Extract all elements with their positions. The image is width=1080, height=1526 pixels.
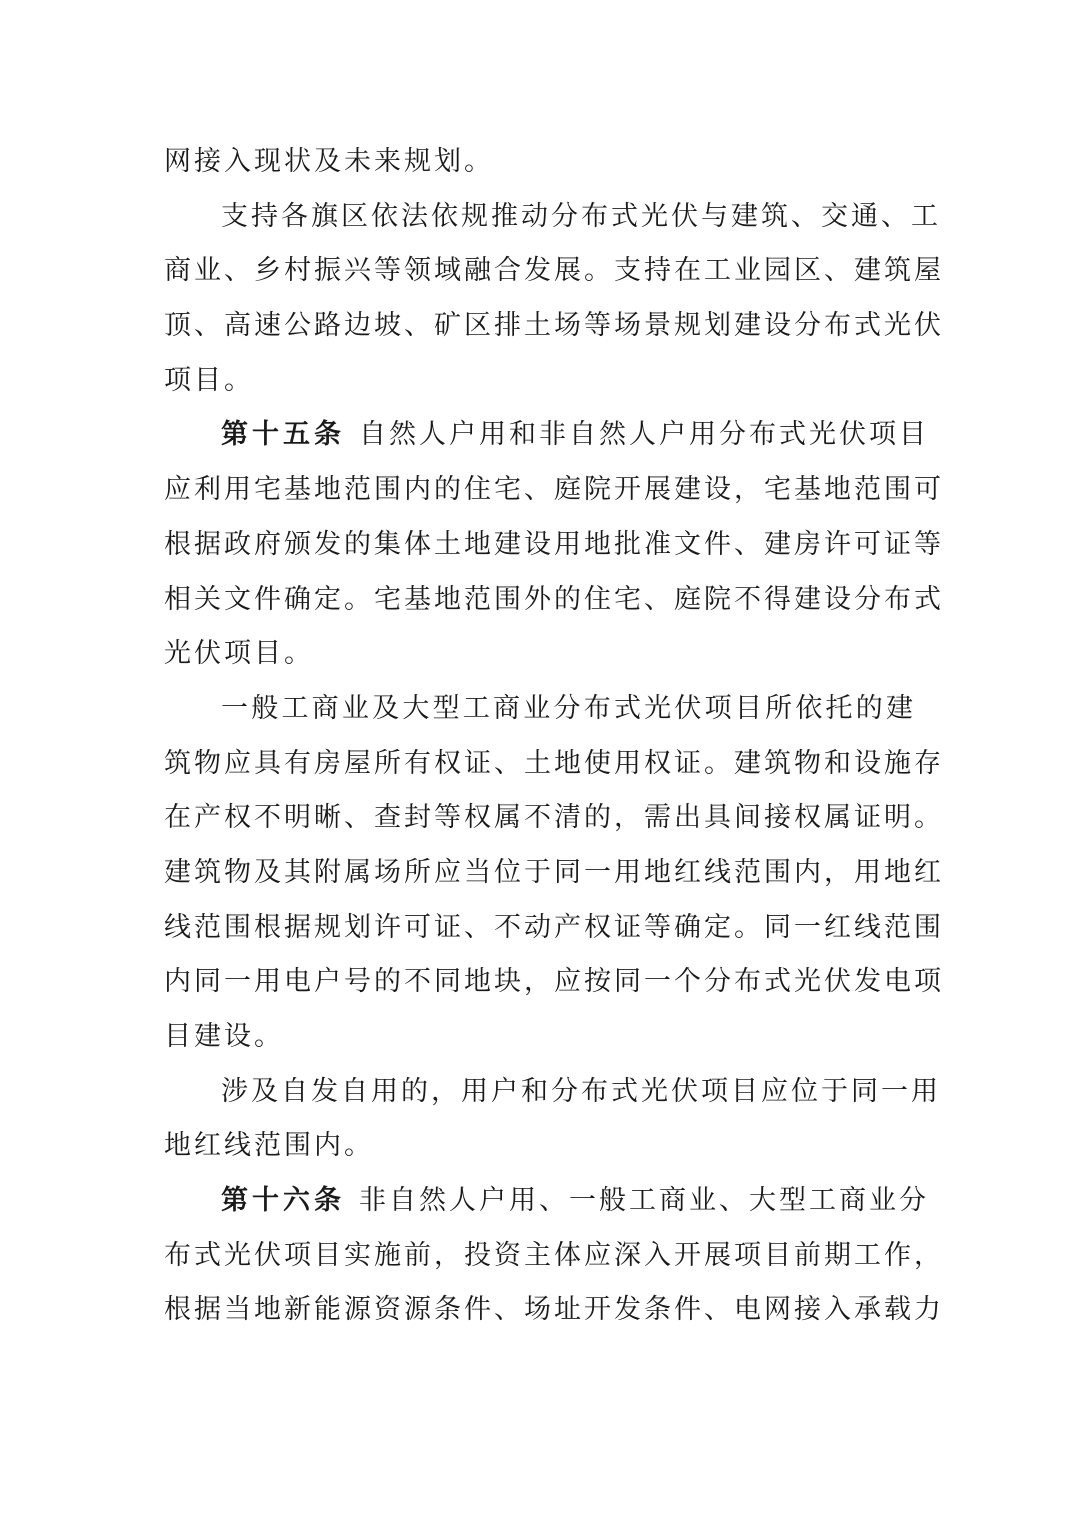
text-line: 网接入现状及未来规划。	[164, 146, 494, 177]
text-line: 在产权不明晰、查封等权属不清的，需出具间接权属证明。	[164, 802, 944, 834]
article-heading: 第十六条	[221, 1185, 345, 1217]
article-first-line	[164, 1174, 929, 1229]
text-segment: 非自然人户用、一般工商业、大型工商业分	[359, 1185, 929, 1217]
text-line: 目建设。	[164, 1021, 284, 1052]
text-segment: 自然人户用和非自然人户用分布式光伏项目	[359, 419, 929, 451]
article-first-line	[164, 408, 929, 463]
text-line: 建筑物及其附属场所应当位于同一用地红线范围内，用地红	[164, 856, 944, 888]
text-line: 线范围根据规划许可证、不动产权证等确定。同一红线范围	[164, 911, 944, 943]
text-line: 根据政府颁发的集体土地建设用地批准文件、建房许可证等	[164, 528, 944, 560]
text-line: 地红线范围内。	[164, 1130, 374, 1162]
text-line: 光伏项目。	[164, 638, 314, 670]
text-line: 内同一用电户号的不同地块，应按同一个分布式光伏发电项	[164, 966, 944, 998]
text-line: 支持各旗区依法依规推动分布式光伏与建筑、交通、工	[221, 200, 941, 232]
text-line: 应利用宅基地范围内的住宅、庭院开展建设，宅基地范围可	[164, 474, 944, 506]
text-line: 筑物应具有房屋所有权证、土地使用权证。建筑物和设施存	[164, 747, 944, 779]
text-line: 项目。	[164, 364, 254, 396]
text-line: 顶、高速公路边坡、矿区排土场等场景规划建设分布式光伏	[164, 310, 944, 342]
text-line: 商业、乡村振兴等领域融合发展。支持在工业园区、建筑屋	[164, 255, 944, 287]
text-line: 相关文件确定。宅基地范围外的住宅、庭院不得建设分布式	[164, 583, 944, 615]
text-line: 布式光伏项目实施前，投资主体应深入开展项目前期工作，	[164, 1239, 944, 1271]
text-line: 根据当地新能源资源条件、场址开发条件、电网接入承载力	[164, 1294, 944, 1326]
text-line: 涉及自发自用的，用户和分布式光伏项目应位于同一用	[221, 1075, 941, 1107]
text-line: 一般工商业及大型工商业分布式光伏项目所依托的建	[221, 692, 916, 724]
article-heading: 第十五条	[221, 419, 345, 451]
document-body	[164, 135, 944, 1338]
